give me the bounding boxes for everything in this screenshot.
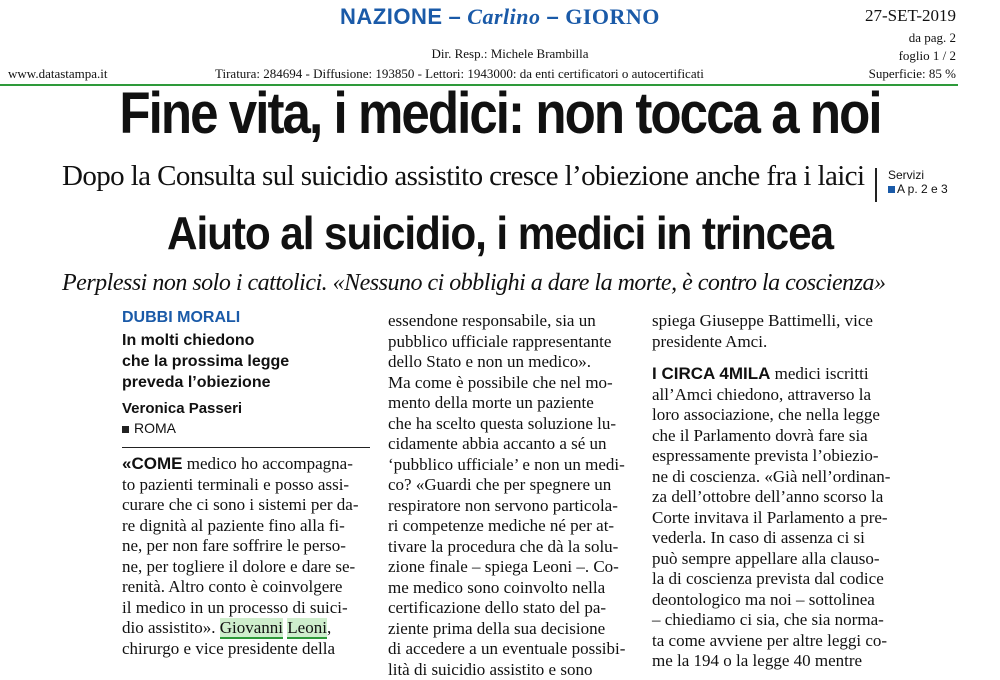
intro-line: preveda l’obiezione <box>122 372 372 393</box>
servizi-pages: A p. 2 e 3 <box>897 182 948 196</box>
headline-secondary: Aiuto al suicidio, i medici in trincea <box>40 206 960 260</box>
body-line: dio assistito». Giovanni Leoni, <box>122 618 372 639</box>
body-column-3 <box>652 311 902 672</box>
body-line: essendone responsabile, sia un <box>388 311 638 332</box>
body-line: mento della morte un paziente <box>388 393 638 414</box>
circulation-info: Tiratura: 284694 - Diffusione: 193850 - Lettori: 1943000: da enti certificatori o autocertificati <box>215 66 704 82</box>
body-line: me medico sono coinvolto nella <box>388 578 638 599</box>
subheadline: Dopo la Consulta sul suicidio assistito cresce l’obiezione anche fra i laici <box>62 160 864 193</box>
body-line: Corte invitava il Parlamento a pre- <box>652 508 902 529</box>
publication-date: 27-SET-2019 <box>865 6 956 26</box>
body-line: lità di suicidio assistito e sono <box>388 660 638 680</box>
servizi-label: Servizi <box>888 168 948 182</box>
dateline <box>122 420 176 436</box>
body-line: deontologico ma noi – sottolinea <box>652 590 902 611</box>
body-line: pubblico ufficiale rappresentante <box>388 332 638 353</box>
lead-in: I CIRCA 4MILA <box>652 364 770 383</box>
body-line: espressamente prevista l’obiezio- <box>652 446 902 467</box>
deck: Perplessi non solo i cattolici. «Nessuno ci obblighi a dare la morte, è contro la coscienza» <box>62 270 885 297</box>
body-column-2 <box>388 311 638 680</box>
body-line: spiega Giuseppe Battimelli, vice <box>652 311 902 332</box>
highlighted-name: Giovanni <box>220 618 283 639</box>
subhead-divider <box>875 168 877 202</box>
highlighted-name: Leoni <box>287 618 327 639</box>
body-line: la di coscienza prevista dal codice <box>652 569 902 590</box>
body-line: me la 194 o la legge 40 mentre <box>652 651 902 672</box>
masthead-giorno: GIORNO <box>565 4 660 29</box>
body-line: Ma come è possibile che nel mo- <box>388 373 638 394</box>
body-line: vederla. In caso di assenza ci si <box>652 528 902 549</box>
lead-in: «COME <box>122 454 182 473</box>
body-line: tivare la procedura che dà la solu- <box>388 537 638 558</box>
body-line: za dell’ottobre dell’anno scorso la <box>652 487 902 508</box>
paragraph-gap <box>652 352 902 364</box>
body-line: curare che ci sono i sistemi per da- <box>122 495 372 516</box>
body-line: di accedere a un eventuale possibi- <box>388 639 638 660</box>
body-line: ziente prima della sua decisione <box>388 619 638 640</box>
body-column-1 <box>122 454 372 659</box>
body-line: chirurgo e vice presidente della <box>122 639 372 660</box>
dateline-place: ROMA <box>134 420 176 436</box>
servizi-pages-row <box>888 182 948 196</box>
body-line: all’Amci chiedono, attraverso la <box>652 385 902 406</box>
body-line: «COME medico ho accompagna- <box>122 454 372 475</box>
body-line: to pazienti terminali e posso assi- <box>122 475 372 496</box>
square-bullet-icon <box>122 426 129 433</box>
masthead-carlino: Carlino <box>467 4 540 29</box>
website-link[interactable]: www.datastampa.it <box>8 66 108 82</box>
body-line: respiratore non servono particola- <box>388 496 638 517</box>
masthead-nazione: NAZIONE <box>340 4 443 29</box>
square-bullet-icon <box>888 186 895 193</box>
body-line: ri competenze mediche né per at- <box>388 516 638 537</box>
page-ref: da pag. 2 <box>909 30 956 46</box>
body-line: ne, per togliere il dolore e dare se- <box>122 557 372 578</box>
body-line: – chiediamo ci sia, che sia norma- <box>652 610 902 631</box>
body-line: il medico in un processo di suici- <box>122 598 372 619</box>
body-line: ta come avviene per altre leggi co- <box>652 631 902 652</box>
body-line: ne, per non fare soffrire le perso- <box>122 536 372 557</box>
masthead-separator: – <box>547 4 560 29</box>
body-line: presidente Amci. <box>652 332 902 353</box>
body-line: zione finale – spiega Leoni –. Co- <box>388 557 638 578</box>
masthead-separator: – <box>449 4 462 29</box>
intro-summary <box>122 330 372 393</box>
headline: Fine vita, i medici: non tocca a noi <box>60 80 940 147</box>
kicker: DUBBI MORALI <box>122 309 240 327</box>
body-line: ne di coscienza. «Già nell’ordinan- <box>652 467 902 488</box>
surface-info: Superficie: 85 % <box>869 66 956 82</box>
masthead <box>0 4 1000 30</box>
body-line: che il Parlamento dovrà fare sia <box>652 426 902 447</box>
column-rule <box>122 447 370 448</box>
intro-line: che la prossima legge <box>122 351 372 372</box>
servizi-box <box>888 168 948 196</box>
body-line: cidamente abbia accanto a sé un <box>388 434 638 455</box>
sheet-ref: foglio 1 / 2 <box>899 48 956 64</box>
body-line: loro associazione, che nella legge <box>652 405 902 426</box>
intro-line: In molti chiedono <box>122 330 372 351</box>
body-line: dello Stato e non un medico». <box>388 352 638 373</box>
body-line: co? «Guardi che per spegnere un <box>388 475 638 496</box>
body-line: I CIRCA 4MILA medici iscritti <box>652 364 902 385</box>
body-line: re dignità al paziente fino alla fi- <box>122 516 372 537</box>
author-byline: Veronica Passeri <box>122 400 242 417</box>
body-line: ‘pubblico ufficiale’ e non un medi- <box>388 455 638 476</box>
body-line: può sempre appellare alla clauso- <box>652 549 902 570</box>
body-line: certificazione dello stato del pa- <box>388 598 638 619</box>
body-line: renità. Altro conto è coinvolgere <box>122 577 372 598</box>
body-line: che ha scelto questa soluzione lu- <box>388 414 638 435</box>
director: Dir. Resp.: Michele Brambilla <box>0 46 1000 62</box>
